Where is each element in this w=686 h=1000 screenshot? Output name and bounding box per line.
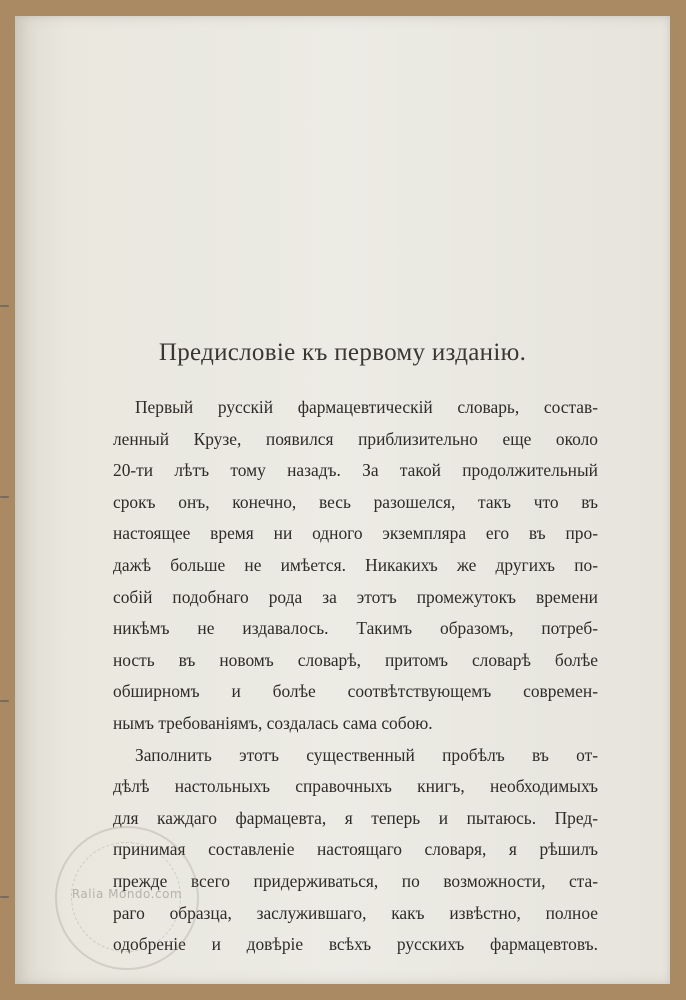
text-line: настоящее время ни одного экземпляра его въ про-	[113, 523, 598, 544]
book-page	[15, 16, 670, 984]
page-title: Предисловіе къ первому изданію.	[158, 339, 527, 366]
text-line: ленный Крузе, появился приблизительно еще около	[113, 428, 598, 449]
text-line: для каждаго фармацевта, я теперь и пытаюсь. Пред-	[113, 807, 598, 828]
text-line: прежде всего придерживаться, по возможности, ста-	[113, 870, 598, 891]
binding-hole-mark	[0, 496, 9, 498]
binding-hole-mark	[0, 700, 9, 702]
text-line: одобреніе и довѣріе всѣхъ русскихъ фармацевтовъ.	[113, 934, 598, 955]
text-line: нымъ требованіямъ, создалась сама собою.	[113, 712, 433, 733]
text-line: обширномъ и болѣе соотвѣтствующемъ современ-	[113, 681, 598, 702]
text-line: принимая составленіе настоящаго словаря, я рѣшилъ	[113, 839, 598, 860]
body-text	[113, 392, 598, 961]
text-line: 20-ти лѣтъ тому назадъ. За такой продолжительный	[113, 460, 598, 481]
watermark-text: Ralia Mondo.com	[71, 887, 183, 901]
text-line: раго образца, заслужившаго, какъ извѣстно, полное	[113, 902, 598, 923]
text-line: собій подобнаго рода за этотъ промежутокъ времени	[113, 586, 598, 607]
text-line: никѣмъ не издавалось. Такимъ образомъ, потреб-	[113, 618, 598, 639]
text-line: дажѣ больше не имѣется. Никакихъ же другихъ по-	[113, 554, 598, 575]
text-line: Первый русскій фармацевтическій словарь, состав-	[135, 397, 598, 417]
text-line: Заполнить этотъ существенный пробѣлъ въ от-	[135, 744, 598, 765]
binding-hole-mark	[0, 896, 9, 898]
text-line: дѣлѣ настольныхъ справочныхъ книгъ, необходимыхъ	[113, 776, 598, 797]
text-line: срокъ онъ, конечно, весь разошелся, такъ что въ	[113, 491, 598, 512]
text-line: ность въ новомъ словарѣ, притомъ словарѣ болѣе	[113, 649, 598, 670]
binding-hole-mark	[0, 305, 9, 307]
